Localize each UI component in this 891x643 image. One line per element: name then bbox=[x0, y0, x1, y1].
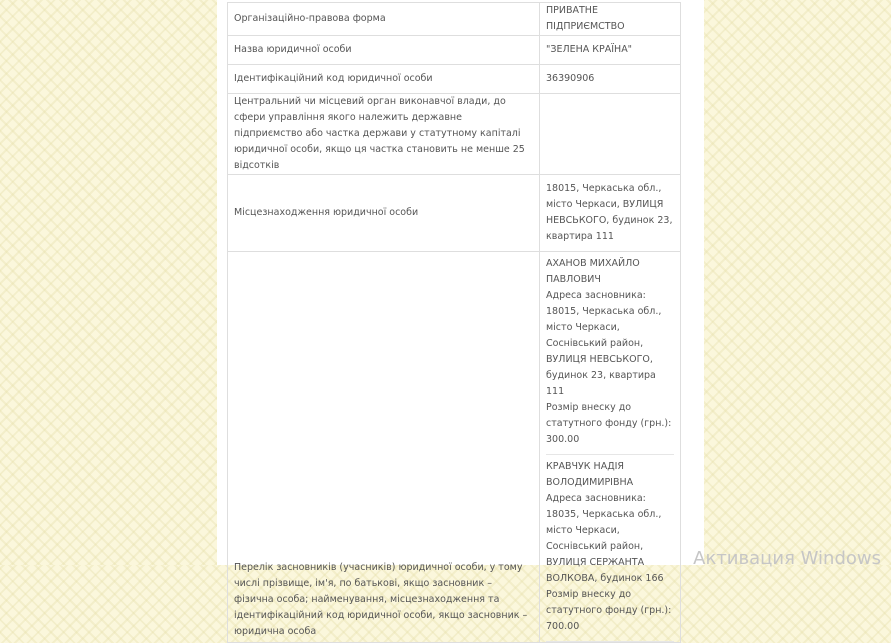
row-label: Місцезнаходження юридичної особи bbox=[228, 175, 540, 252]
founders-list bbox=[540, 252, 681, 643]
founder-item bbox=[546, 252, 674, 455]
row-value: 36390906 bbox=[540, 65, 681, 94]
row-label: Ідентифікаційний код юридичної особи bbox=[228, 65, 540, 94]
row-label bbox=[228, 252, 540, 643]
table-row bbox=[228, 36, 681, 65]
row-label: Центральний чи місцевий орган виконавчої влади, до сфери управління якого належить державне підприємство або частка держави у статутному капіталі юридичної особи, якщо ця частка становить не менше 25 відсотків bbox=[228, 94, 540, 175]
founders-label: Перелік засновників (учасників) юридичної особи, у тому числі прізвище, ім'я, по батькові, якщо засновник – фізична особа; найменування, місцезнаходження та ідентифікаційний код юридичної особи, якщо засновник – юридична особа bbox=[234, 562, 528, 637]
founder-item bbox=[546, 455, 674, 642]
row-label: Організаційно-правова форма bbox=[228, 3, 540, 36]
founder-contribution: Розмір внеску до статутного фонду (грн.): 300.00 bbox=[546, 402, 672, 445]
table-row bbox=[228, 175, 681, 252]
founder-address: Адреса засновника: 18015, Черкаська обл., місто Черкаси, Соснівський район, ВУЛИЦЯ НЕВСЬКОГО, будинок 23, квартира 111 bbox=[546, 290, 662, 397]
windows-activation-watermark: Активация Windows bbox=[693, 548, 881, 569]
founder-name: АХАНОВ МИХАЙЛО ПАВЛОВИЧ bbox=[546, 258, 640, 285]
registry-table bbox=[227, 2, 681, 643]
table-row bbox=[228, 94, 681, 175]
founder-contribution: Розмір внеску до статутного фонду (грн.): 700.00 bbox=[546, 589, 672, 632]
table-row bbox=[228, 65, 681, 94]
row-value: 18015, Черкаська обл., місто Черкаси, ВУЛИЦЯ НЕВСЬКОГО, будинок 23, квартира 111 bbox=[540, 175, 681, 252]
founder-address: Адреса засновника: 18035, Черкаська обл., місто Черкаси, Соснівський район, ВУЛИЦЯ СЕРЖАНТА ВОЛКОВА, будинок 166 bbox=[546, 493, 664, 584]
row-value: ПРИВАТНЕ ПІДПРИЄМСТВО bbox=[540, 3, 681, 36]
table-row bbox=[228, 3, 681, 36]
founder-name: КРАВЧУК НАДІЯ ВОЛОДИМИРІВНА bbox=[546, 461, 634, 488]
table-row-founders bbox=[228, 252, 681, 643]
content-sheet bbox=[217, 0, 704, 637]
row-value: "ЗЕЛЕНА КРАЇНА" bbox=[540, 36, 681, 65]
row-label: Назва юридичної особи bbox=[228, 36, 540, 65]
row-value bbox=[540, 94, 681, 175]
